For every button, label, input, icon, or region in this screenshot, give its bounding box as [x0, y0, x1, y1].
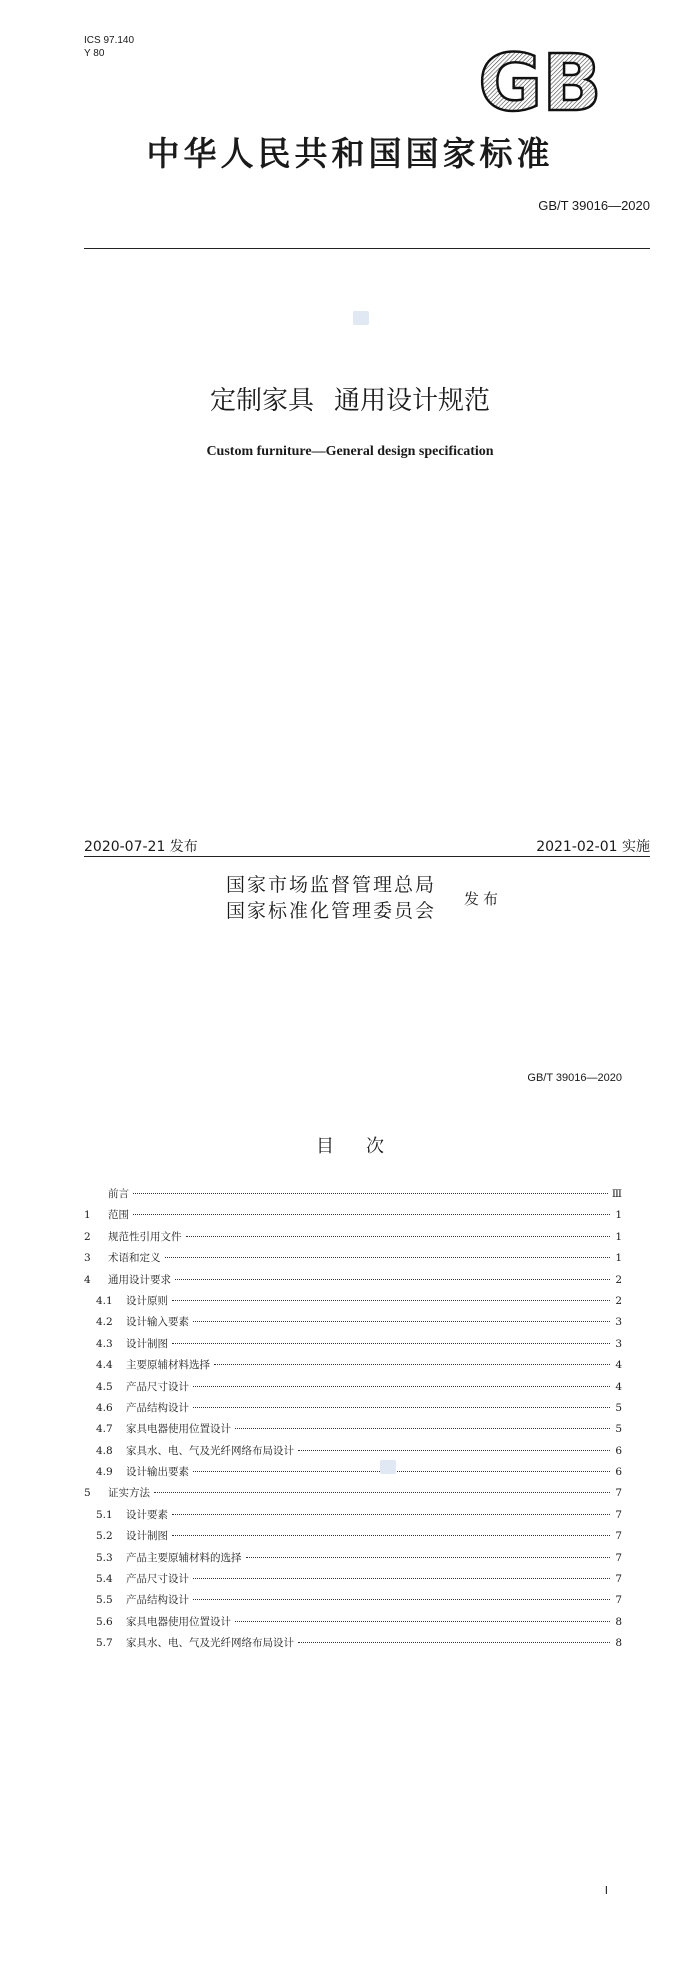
toc-entry-label: 家具电器使用位置设计 [126, 1615, 231, 1628]
toc-entry-label: 前言 [108, 1188, 129, 1200]
toc-leader-dots [172, 1514, 610, 1515]
toc-title-char-1: 目 [316, 1136, 334, 1157]
toc-entry-page: 1 [615, 1252, 622, 1265]
toc-leader-dots [165, 1257, 611, 1258]
toc-entry-number: 4.5 [96, 1380, 113, 1393]
toc-entry-page: 3 [615, 1316, 622, 1329]
toc-entry[interactable] [84, 1250, 622, 1271]
toc-entry[interactable] [84, 1229, 622, 1250]
issuer-samr: 国家市场监督管理总局 [226, 874, 437, 896]
toc-entry-number: 4.2 [96, 1316, 113, 1329]
toc-entry-page: 7 [615, 1530, 622, 1543]
toc-entry-label: 家具水、电、气及光纤网络布局设计 [126, 1444, 294, 1457]
toc-leader-dots [193, 1407, 610, 1408]
toc-entry-page: 6 [615, 1466, 622, 1479]
toc-entry-page: 5 [615, 1401, 622, 1414]
toc-entry-label: 设计制图 [126, 1530, 168, 1543]
toc-leader-dots [246, 1557, 611, 1558]
toc-entry-number: 4 [84, 1273, 91, 1286]
toc-entry[interactable] [84, 1357, 622, 1378]
toc-entry[interactable] [84, 1485, 622, 1506]
toc-entry[interactable] [84, 1400, 622, 1421]
toc-entry[interactable] [84, 1336, 622, 1357]
toc-entry-label: 主要原辅材料选择 [126, 1359, 210, 1372]
toc-entry-label: 产品尺寸设计 [126, 1380, 189, 1393]
toc-entry-number: 5.4 [96, 1573, 113, 1586]
toc-entry-page: 7 [615, 1594, 622, 1607]
toc-entry-page: 4 [615, 1380, 622, 1393]
toc-entry-label: 产品结构设计 [126, 1594, 189, 1607]
svg-text:GB: GB [478, 42, 602, 122]
document-title-part2: 通用设计规范 [334, 386, 491, 416]
toc-entry-page: 3 [615, 1337, 622, 1350]
standard-title: 中华人民共和国国家标准 [146, 134, 554, 173]
toc-leader-dots [193, 1471, 610, 1472]
toc-entry-page: 6 [615, 1444, 622, 1457]
toc-entry[interactable] [84, 1293, 622, 1314]
toc-entry[interactable] [84, 1635, 622, 1656]
toc-entry-page: 7 [615, 1573, 622, 1586]
page-number: Ⅰ [604, 1885, 608, 1897]
toc-leader-dots [193, 1599, 610, 1600]
toc-entry-number: 5.5 [96, 1594, 113, 1607]
toc-entry[interactable] [84, 1272, 622, 1293]
toc-entry-page: 4 [615, 1359, 622, 1372]
toc-entry-number: 1 [84, 1209, 91, 1222]
toc-leader-dots [172, 1343, 610, 1344]
toc-entry-label: 家具水、电、气及光纤网络布局设计 [126, 1637, 294, 1650]
table-of-contents [84, 1186, 622, 1657]
toc-leader-dots [193, 1386, 610, 1387]
toc-entry[interactable] [84, 1550, 622, 1571]
toc-entry-number: 3 [84, 1252, 91, 1265]
toc-entry-label: 范围 [108, 1209, 129, 1222]
toc-entry-page: 2 [615, 1294, 622, 1307]
watermark-icon [353, 311, 369, 325]
toc-entry[interactable] [84, 1421, 622, 1442]
issuing-authorities [226, 872, 436, 924]
toc-entry-page: Ⅲ [611, 1188, 622, 1200]
toc-title [0, 1132, 700, 1158]
toc-leader-dots [193, 1321, 610, 1322]
toc-title-char-2: 次 [366, 1136, 384, 1157]
toc-entry-page: 2 [615, 1273, 622, 1286]
toc-entry-page: 1 [615, 1230, 622, 1243]
toc-entry-page: 1 [615, 1209, 622, 1222]
toc-leader-dots [186, 1236, 611, 1237]
toc-leader-dots [172, 1535, 610, 1536]
toc-entry-label: 设计原则 [126, 1294, 168, 1307]
toc-leader-dots [235, 1428, 610, 1429]
toc-entry-number: 4.4 [96, 1359, 113, 1372]
toc-leader-dots [133, 1193, 608, 1194]
toc-entry-page: 5 [615, 1423, 622, 1436]
implement-date: 2021-02-01 实施 [536, 839, 650, 855]
issue-label: 发布 [464, 890, 503, 908]
toc-leader-dots [193, 1578, 610, 1579]
toc-entry-label: 术语和定义 [108, 1252, 161, 1265]
toc-entry-label: 设计输入要素 [126, 1316, 189, 1329]
toc-leader-dots [133, 1214, 610, 1215]
toc-entry[interactable] [84, 1528, 622, 1549]
classification-codes [84, 34, 134, 60]
toc-entry-label: 产品结构设计 [126, 1401, 189, 1414]
toc-leader-dots [172, 1300, 610, 1301]
publish-date: 2020-07-21 发布 [84, 839, 198, 855]
toc-entry-page: 7 [615, 1551, 622, 1564]
header-divider [84, 248, 650, 249]
toc-entry-label: 证实方法 [108, 1487, 150, 1500]
toc-entry-number: 4.9 [96, 1466, 113, 1479]
toc-entry-label: 产品尺寸设计 [126, 1573, 189, 1586]
ics-code: ICS 97.140 [84, 35, 135, 46]
document-title-part1: 定制家具 [209, 386, 314, 416]
document-subtitle-english: Custom furniture—General design specification [206, 444, 494, 459]
toc-entry-number: 4.3 [96, 1337, 113, 1350]
toc-entry-number: 5.2 [96, 1530, 113, 1543]
toc-entry-number: 5 [84, 1487, 91, 1500]
toc-entry[interactable] [84, 1443, 622, 1464]
toc-entry[interactable] [84, 1379, 622, 1400]
toc-entry-label: 产品主要原辅材料的选择 [126, 1551, 242, 1564]
toc-entry-label: 规范性引用文件 [108, 1230, 182, 1243]
toc-entry[interactable] [84, 1592, 622, 1613]
toc-entry-number: 4.1 [96, 1294, 113, 1307]
gb-logo-icon [470, 42, 610, 122]
toc-entry[interactable] [84, 1507, 622, 1528]
toc-entry-label: 设计输出要素 [126, 1466, 189, 1479]
toc-entry-page: 7 [615, 1487, 622, 1500]
toc-entry-number: 5.7 [96, 1637, 113, 1650]
toc-entry-label: 设计制图 [126, 1337, 168, 1350]
toc-entry[interactable] [84, 1464, 622, 1485]
toc-entry[interactable] [84, 1186, 622, 1207]
document-title [0, 380, 700, 417]
toc-leader-dots [214, 1364, 610, 1365]
toc-entry-page: 8 [615, 1637, 622, 1650]
toc-entry-label: 设计要素 [126, 1508, 168, 1521]
toc-leader-dots [235, 1621, 610, 1622]
toc-entry[interactable] [84, 1614, 622, 1635]
toc-entry[interactable] [84, 1207, 622, 1228]
dates-divider [84, 856, 650, 857]
toc-entry-number: 5.3 [96, 1551, 113, 1564]
ccs-code: Y 80 [84, 48, 105, 59]
toc-leader-dots [175, 1279, 610, 1280]
toc-entry-number: 2 [84, 1230, 91, 1243]
toc-header-number: GB/T 39016—2020 [527, 1072, 622, 1084]
toc-entry-number: 4.7 [96, 1423, 113, 1436]
toc-leader-dots [154, 1492, 610, 1493]
toc-leader-dots [298, 1450, 610, 1451]
toc-entry-label: 通用设计要求 [108, 1273, 171, 1286]
standard-number: GB/T 39016—2020 [538, 198, 650, 213]
toc-entry-number: 4.6 [96, 1401, 113, 1414]
toc-entry-number: 5.1 [96, 1508, 113, 1521]
toc-entry[interactable] [84, 1314, 622, 1335]
toc-entry-page: 7 [615, 1508, 622, 1521]
toc-entry-number: 4.8 [96, 1444, 113, 1457]
toc-entry-page: 8 [615, 1615, 622, 1628]
watermark-icon [380, 1460, 396, 1474]
toc-entry-number: 5.6 [96, 1615, 113, 1628]
toc-entry-label: 家具电器使用位置设计 [126, 1423, 231, 1436]
toc-entry[interactable] [84, 1571, 622, 1592]
toc-leader-dots [298, 1642, 610, 1643]
issuer-sac: 国家标准化管理委员会 [226, 900, 437, 922]
